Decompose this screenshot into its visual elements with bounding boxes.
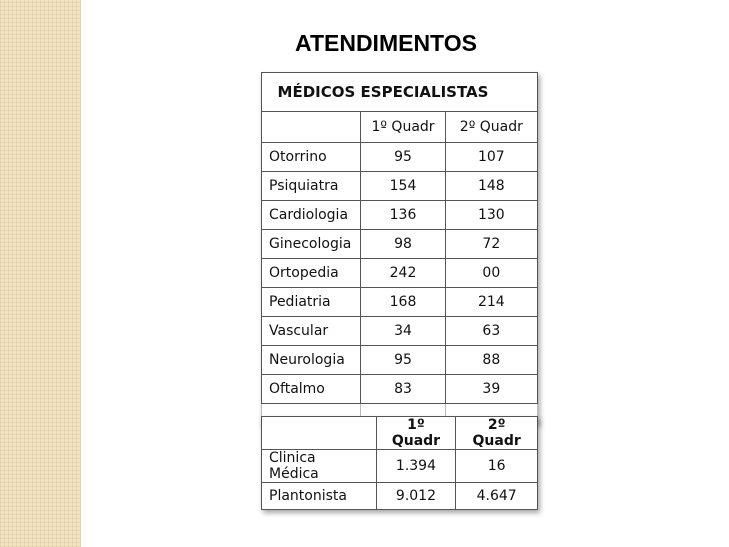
column-header: 1º Quadr [376, 417, 456, 450]
q1-value: 242 [361, 259, 445, 288]
q2-value: 00 [445, 259, 537, 288]
table-row [262, 259, 538, 288]
table-row [262, 201, 538, 230]
table-row [262, 346, 538, 375]
q1-value: 154 [361, 172, 445, 201]
table-row [262, 375, 538, 404]
q2-value: 4.647 [456, 483, 538, 510]
table-row [262, 317, 538, 346]
specialty-name: Oftalmo [262, 375, 361, 404]
header-row [262, 112, 538, 143]
q1-value: 9.012 [376, 483, 456, 510]
q2-value: 107 [445, 143, 537, 172]
q2-value: 39 [445, 375, 537, 404]
table-row [262, 483, 538, 510]
q1-value: 136 [361, 201, 445, 230]
q1-value: 1.394 [376, 450, 456, 483]
q2-value: 214 [445, 288, 537, 317]
column-header: 2º Quadr [456, 417, 538, 450]
column-header [262, 112, 361, 143]
specialty-name: Vascular [262, 317, 361, 346]
table-row [262, 230, 538, 259]
column-header [262, 417, 377, 450]
q1-value: 95 [361, 143, 445, 172]
q2-value: 72 [445, 230, 537, 259]
q1-value: 98 [361, 230, 445, 259]
q1-value: 168 [361, 288, 445, 317]
specialists-table [261, 72, 538, 424]
table-row [262, 450, 538, 483]
table-heading: MÉDICOS ESPECIALISTAS [262, 73, 538, 112]
specialty-name: Neurologia [262, 346, 361, 375]
specialty-name: Psiquiatra [262, 172, 361, 201]
q1-value: 34 [361, 317, 445, 346]
specialty-name: Otorrino [262, 143, 361, 172]
category-name: Clinica Médica [262, 450, 377, 483]
header-row [262, 417, 538, 450]
q2-value: 148 [445, 172, 537, 201]
q2-value: 63 [445, 317, 537, 346]
q2-value: 88 [445, 346, 537, 375]
column-header: 1º Quadr [361, 112, 445, 143]
table-row [262, 143, 538, 172]
page-title: ATENDIMENTOS [295, 30, 477, 56]
q2-value: 130 [445, 201, 537, 230]
specialty-name: Ginecologia [262, 230, 361, 259]
category-name: Plantonista [262, 483, 377, 510]
general-care-table [261, 416, 538, 510]
table-row [262, 172, 538, 201]
q2-value: 16 [456, 450, 538, 483]
table-row [262, 288, 538, 317]
specialty-name: Ortopedia [262, 259, 361, 288]
q1-value: 95 [361, 346, 445, 375]
specialty-name: Cardiologia [262, 201, 361, 230]
specialty-name: Pediatria [262, 288, 361, 317]
column-header: 2º Quadr [445, 112, 537, 143]
decorative-side-strip [0, 0, 81, 547]
q1-value: 83 [361, 375, 445, 404]
